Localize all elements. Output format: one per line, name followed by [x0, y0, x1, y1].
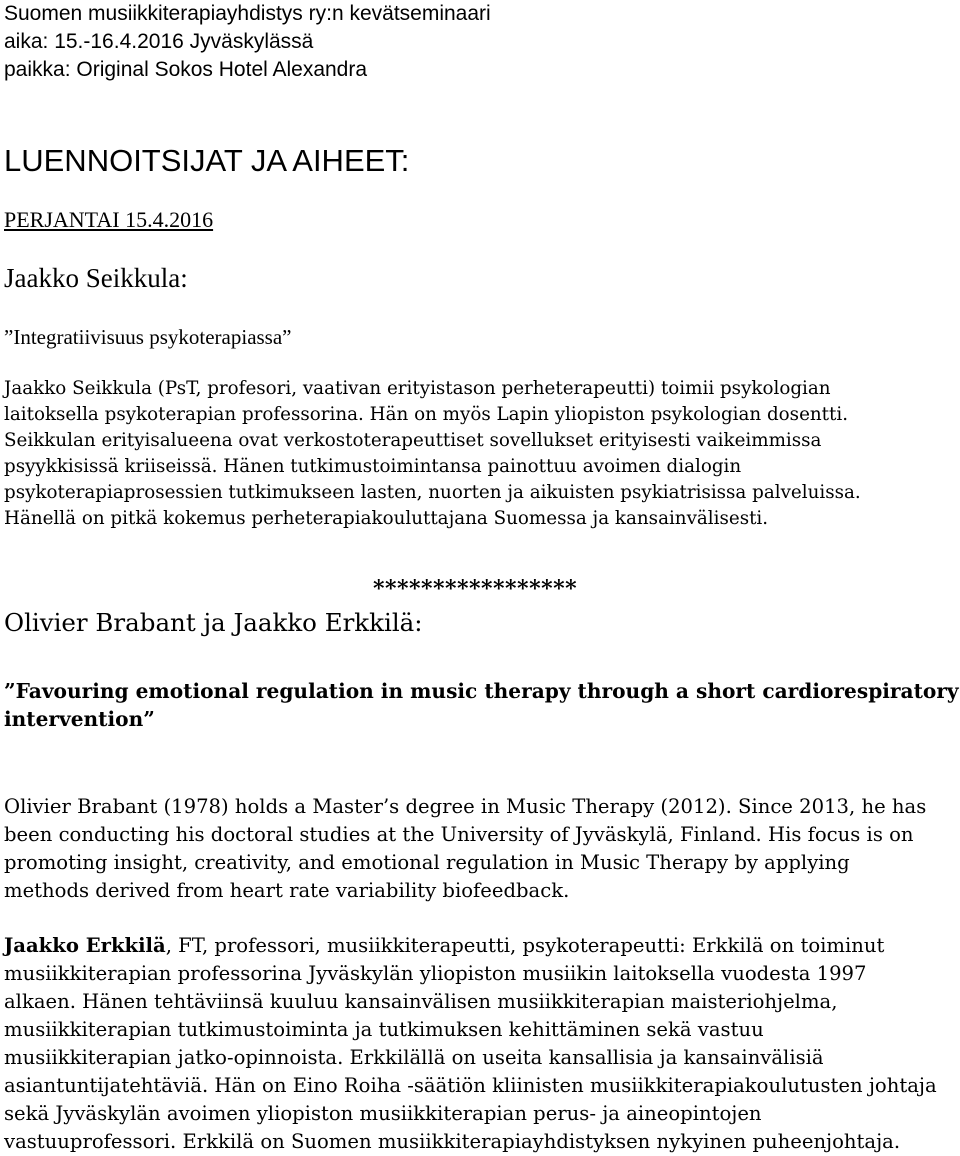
bio-line: asiantuntijatehtäviä. Hän on Eino Roiha -säätiön kliinisten musiikkiterapiakoulutusten johtaja: [4, 1074, 937, 1097]
bio-line: Hänellä on pitkä kokemus perheterapiakouluttajana Suomessa ja kansainvälisesti.: [4, 508, 769, 529]
event-name: Suomen musiikkiterapiayhdistys ry:n kevätseminaari: [4, 2, 491, 25]
bio-line: vastuuprofessori. Erkkilä on Suomen musiikkiterapiayhdistyksen nykyinen puheenjohtaja.: [4, 1130, 901, 1153]
bio-line: promoting insight, creativity, and emotional regulation in Music Therapy by applying: [4, 851, 850, 874]
bio-first-rest: , FT, professori, musiikkiterapeutti, psykoterapeutti: Erkkilä on toiminut: [165, 934, 885, 957]
speaker2-name: Olivier Brabant ja Jaakko Erkkilä:: [4, 608, 423, 637]
bio-line: psykoterapiaprosessien tutkimukseen lasten, nuorten ja aikuisten psykiatrisissa palveluissa.: [4, 482, 861, 503]
speaker1-talk-title: ”Integratiivisuus psykoterapiassa”: [4, 325, 292, 349]
speaker3-bio: [4, 932, 937, 1156]
separator-stars: *****************: [373, 576, 578, 602]
bio-line: laitoksella psykoterapian professorina. Hän on myös Lapin yliopiston psykologian dosentti.: [4, 404, 849, 425]
bio-line: psyykkisissä kriiseissä. Hänen tutkimustoimintansa painottuu avoimen dialogin: [4, 456, 742, 477]
bio-line: musiikkiterapian jatko-opinnoista. Erkkilällä on useita kansallisia ja kansainvälisiä: [4, 1046, 824, 1069]
speaker2-talk-title: [4, 677, 959, 733]
event-venue: paikka: Original Sokos Hotel Alexandra: [4, 58, 368, 81]
bio-line: musiikkiterapian tutkimustoiminta ja tutkimuksen kehittäminen sekä vastuu: [4, 1018, 764, 1041]
section-heading: LUENNOITSIJAT JA AIHEET:: [4, 143, 410, 178]
bio-line: sekä Jyväskylän avoimen yliopiston musiikkiterapian perus- ja aineopintojen: [4, 1102, 762, 1125]
title-line: ”Favouring emotional regulation in music therapy through a short cardiorespiratory: [4, 679, 959, 703]
bio-line: Seikkulan erityisalueena ovat verkostoterapeuttiset sovellukset erityisesti vaikeimmissa: [4, 430, 822, 451]
bio-line: been conducting his doctoral studies at the University of Jyväskylä, Finland. His focus is on: [4, 823, 914, 846]
bio-line: musiikkiterapian professorina Jyväskylän yliopiston musiikin laitoksella vuodesta 1997: [4, 962, 867, 985]
speaker1-bio: [4, 376, 861, 532]
event-header: [4, 0, 491, 84]
speaker2-bio: [4, 793, 926, 905]
bio-line-first: [4, 932, 937, 960]
event-time: aika: 15.-16.4.2016 Jyväskylässä: [4, 30, 314, 53]
speaker1-name: Jaakko Seikkula:: [4, 263, 188, 293]
bio-line: Jaakko Seikkula (PsT, profesori, vaativan erityistason perheterapeutti) toimii psykologian: [4, 378, 831, 399]
day-heading-text: PERJANTAI 15.4.2016: [4, 207, 214, 232]
title-line: intervention”: [4, 707, 155, 731]
bio-line: alkaen. Hänen tehtäviinsä kuuluu kansainvälisen musiikkiterapian maisteriohjelma,: [4, 990, 838, 1013]
bio-line: Olivier Brabant (1978) holds a Master’s degree in Music Therapy (2012). Since 2013, he has: [4, 795, 927, 818]
day-heading: [4, 206, 213, 234]
speaker3-name: Jaakko Erkkilä: [4, 934, 166, 957]
bio-line: methods derived from heart rate variability biofeedback.: [4, 879, 570, 902]
